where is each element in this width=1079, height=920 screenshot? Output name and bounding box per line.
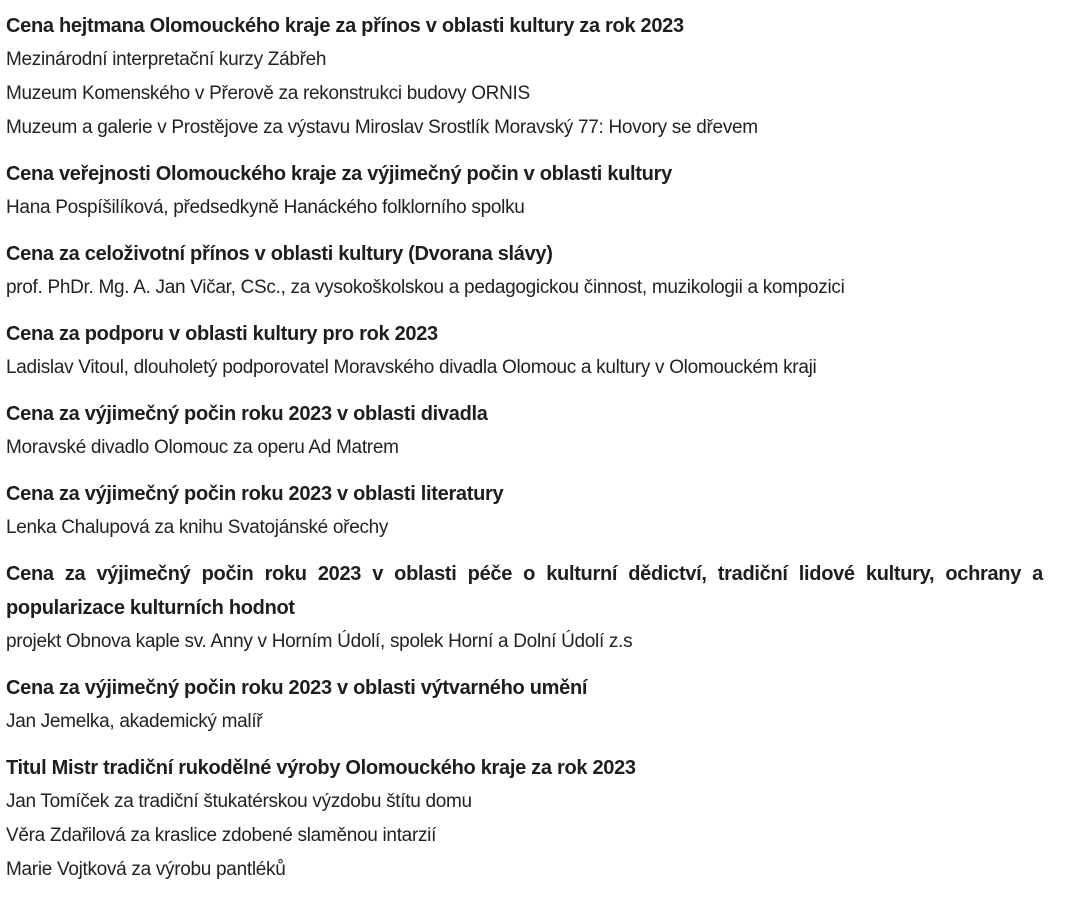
- award-title: Cena za podporu v oblasti kultury pro rok 2023: [6, 323, 438, 345]
- award-hejtman: [6, 9, 1043, 145]
- award-title: Cena za výjimečný počin roku 2023 v oblasti péče o kulturní dědictví, tradiční lidové kultury, ochrany a popularizace kulturních hodnot: [6, 563, 1043, 619]
- award-title: Cena za výjimečný počin roku 2023 v oblasti literatury: [6, 483, 504, 505]
- award-winner: Lenka Chalupová za knihu Svatojánské ořechy: [6, 517, 389, 538]
- award-visual-arts: [6, 671, 1043, 739]
- award-title: Cena za výjimečný počin roku 2023 v oblasti divadla: [6, 403, 488, 425]
- award-title: Cena veřejnosti Olomouckého kraje za výjimečný počin v oblasti kultury: [6, 163, 672, 185]
- award-master-craft: [6, 751, 1043, 887]
- award-title: Cena za celoživotní přínos v oblasti kultury (Dvorana slávy): [6, 243, 553, 265]
- award-theatre: [6, 397, 1043, 465]
- award-public: [6, 157, 1043, 225]
- award-support: [6, 317, 1043, 385]
- award-winner: projekt Obnova kaple sv. Anny v Horním Údolí, spolek Horní a Dolní Údolí z.s: [6, 631, 633, 652]
- award-winner: prof. PhDr. Mg. A. Jan Vičar, CSc., za vysokoškolskou a pedagogickou činnost, muzikologii a kompozici: [6, 277, 845, 298]
- award-winner: Jan Jemelka, akademický malíř: [6, 711, 263, 732]
- award-winner: Muzeum Komenského v Přerově za rekonstrukci budovy ORNIS: [6, 83, 530, 104]
- award-title: Titul Mistr tradiční rukodělné výroby Olomouckého kraje za rok 2023: [6, 757, 636, 779]
- award-winner: Muzeum a galerie v Prostějove za výstavu Miroslav Srostlík Moravský 77: Hovory se dřevem: [6, 117, 758, 138]
- award-lifetime: [6, 237, 1043, 305]
- award-winner: Hana Pospíšilíková, předsedkyně Hanáckého folklorního spolku: [6, 197, 525, 218]
- award-title: Cena hejtmana Olomouckého kraje za přínos v oblasti kultury za rok 2023: [6, 15, 684, 37]
- award-winner: Mezinárodní interpretační kurzy Zábřeh: [6, 49, 327, 70]
- award-winner: Jan Tomíček za tradiční štukatérskou výzdobu štítu domu: [6, 791, 472, 812]
- award-winner: Marie Vojtková za výrobu pantléků: [6, 859, 286, 880]
- award-title: Cena za výjimečný počin roku 2023 v oblasti výtvarného umění: [6, 677, 588, 699]
- award-winner: Moravské divadlo Olomouc za operu Ad Matrem: [6, 437, 399, 458]
- award-winner: Ladislav Vitoul, dlouholetý podporovatel Moravského divadla Olomouc a kultury v Olomouckém kraji: [6, 357, 817, 378]
- award-winner: Věra Zdařilová za kraslice zdobené slaměnou intarzií: [6, 825, 437, 846]
- award-heritage: [6, 557, 1043, 659]
- award-literature: [6, 477, 1043, 545]
